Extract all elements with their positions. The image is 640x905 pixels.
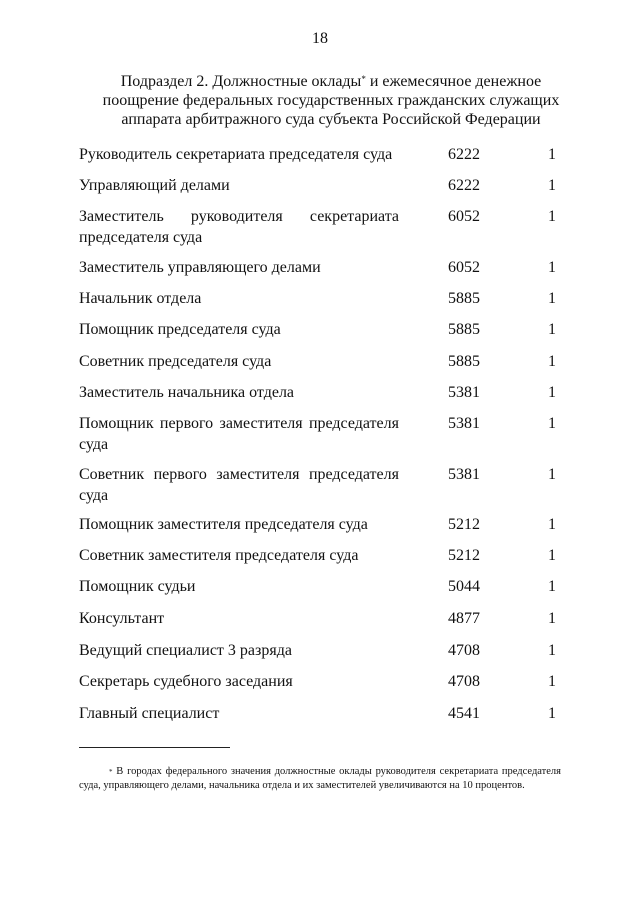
salary-value: 5381 [448, 466, 480, 483]
position-title: Секретарь судебного заседания [79, 673, 293, 690]
footnote-mark: * [109, 768, 113, 776]
position-title [79, 206, 399, 248]
salary-value: 6052 [448, 208, 480, 225]
staff-count: 1 [548, 415, 556, 432]
salary-value: 5044 [448, 578, 480, 595]
footnote-reference-mark: * [361, 74, 366, 84]
salary-value: 5212 [448, 547, 480, 564]
position-title: Консультант [79, 610, 165, 627]
position-title: Помощник судьи [79, 578, 196, 595]
staff-count: 1 [548, 384, 556, 401]
position-title-line-2: суда [79, 436, 109, 453]
position-title-line-2: суда [79, 487, 109, 504]
salary-value: 5212 [448, 516, 480, 533]
staff-count: 1 [548, 547, 556, 564]
staff-count: 1 [548, 516, 556, 533]
position-title-line-1: Помощник первого заместителя председателя [79, 415, 399, 432]
position-title: Заместитель управляющего делами [79, 259, 321, 276]
position-title: Ведущий специалист 3 разряда [79, 642, 292, 659]
position-title: Помощник председателя суда [79, 321, 281, 338]
staff-count: 1 [548, 642, 556, 659]
salary-value: 6052 [448, 259, 480, 276]
footnote-text: В городах федерального значения должностные оклады руководителя секретариата председателя суда, управляющего делами, начальника отдела и их заместителей увеличиваются на 10 процентов. [79, 766, 561, 791]
position-title: Управляющий делами [79, 177, 230, 194]
position-title: Помощник заместителя председателя суда [79, 516, 368, 533]
staff-count: 1 [548, 146, 556, 163]
salary-value: 5885 [448, 321, 480, 338]
staff-count: 1 [548, 353, 556, 370]
position-title-line-1: Заместитель руководителя секретариата [79, 208, 399, 225]
staff-count: 1 [548, 578, 556, 595]
staff-count: 1 [548, 466, 556, 483]
position-title: Главный специалист [79, 705, 220, 722]
salary-value: 4541 [448, 705, 480, 722]
salary-value: 4877 [448, 610, 480, 627]
footnote [79, 765, 561, 793]
heading-line-1-end: и ежемесячное денежное [365, 73, 542, 90]
position-title-line-2: председателя суда [79, 229, 203, 246]
staff-count: 1 [548, 259, 556, 276]
salary-value: 4708 [448, 673, 480, 690]
staff-count: 1 [548, 705, 556, 722]
staff-count: 1 [548, 673, 556, 690]
position-title [79, 464, 399, 506]
salary-value: 5885 [448, 353, 480, 370]
salary-value: 6222 [448, 146, 480, 163]
heading-line-1-start: Подраздел 2. Должностные оклады [120, 73, 362, 90]
position-title [79, 413, 399, 455]
salary-value: 5381 [448, 384, 480, 401]
salary-value: 5381 [448, 415, 480, 432]
position-title: Советник заместителя председателя суда [79, 547, 359, 564]
staff-count: 1 [548, 177, 556, 194]
position-title: Руководитель секретариата председателя суда [79, 146, 393, 163]
position-title-line-1: Советник первого заместителя председателя [79, 466, 399, 483]
page-number: 18 [312, 30, 328, 47]
position-title: Заместитель начальника отдела [79, 384, 295, 401]
heading-line-3: аппарата арбитражного суда субъекта Российской Федерации [121, 111, 541, 128]
position-title: Советник председателя суда [79, 353, 272, 370]
staff-count: 1 [548, 610, 556, 627]
footnote-divider [79, 747, 230, 748]
salary-value: 4708 [448, 642, 480, 659]
position-title: Начальник отдела [79, 290, 202, 307]
staff-count: 1 [548, 208, 556, 225]
staff-count: 1 [548, 290, 556, 307]
salary-value: 6222 [448, 177, 480, 194]
salary-value: 5885 [448, 290, 480, 307]
heading-line-2: поощрение федеральных государственных гражданских служащих [102, 92, 560, 109]
staff-count: 1 [548, 321, 556, 338]
